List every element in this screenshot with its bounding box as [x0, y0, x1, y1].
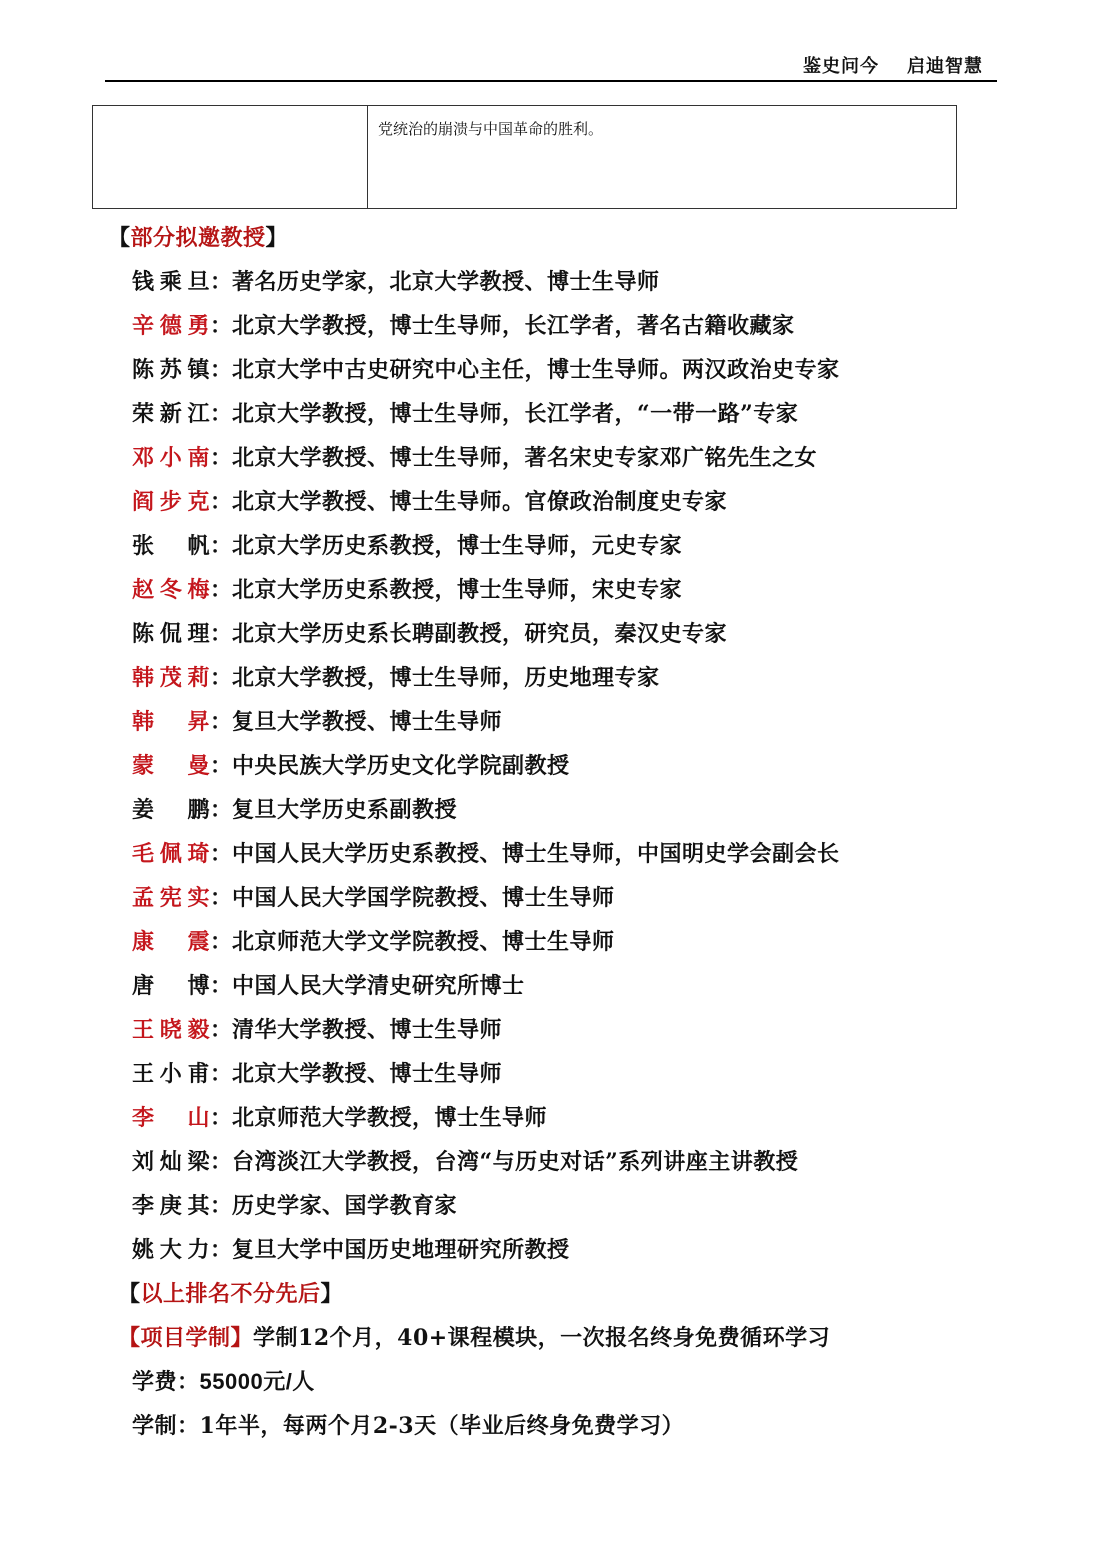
professor-row [108, 1184, 1008, 1228]
colon-separator: ： [210, 1061, 233, 1087]
professor-description: 北京大学历史系教授，博士生导师，宋史专家 [232, 577, 683, 603]
professor-row [108, 920, 1008, 964]
professor-description: 清华大学教授、博士生导师 [232, 1017, 503, 1043]
tuition-line [108, 1360, 1008, 1404]
colon-separator: ： [210, 269, 233, 295]
section-title-text: 部分拟邀教授 [130, 225, 266, 251]
professor-name: 王小甫 [132, 1061, 210, 1087]
professor-name: 赵冬梅 [132, 577, 210, 603]
professor-description: 北京大学历史系教授，博士生导师，元史专家 [232, 533, 683, 559]
professor-description: 中国人民大学清史研究所博士 [232, 973, 525, 999]
professor-row [108, 260, 1008, 304]
colon-separator: ： [210, 577, 233, 603]
professors-section-title [108, 216, 1008, 260]
professor-row [108, 700, 1008, 744]
professor-description: 著名历史学家，北京大学教授、博士生导师 [232, 269, 660, 295]
program-summary [108, 1316, 1008, 1360]
professor-description: 北京大学教授，博士生导师，长江学者，著名古籍收藏家 [232, 313, 795, 339]
professor-name: 毛佩琦 [132, 841, 210, 867]
professor-description: 历史学家、国学教育家 [232, 1193, 458, 1219]
tuition-label: 学费： [132, 1369, 200, 1395]
professor-name: 阎步克 [132, 489, 210, 515]
colon-separator: ： [210, 973, 233, 999]
professor-row [108, 1052, 1008, 1096]
professor-name: 李庚其 [132, 1193, 210, 1219]
colon-separator: ： [210, 1149, 233, 1175]
professor-description: 复旦大学历史系副教授 [232, 797, 458, 823]
professor-row [108, 1140, 1008, 1184]
professor-row [108, 788, 1008, 832]
table-cell-right: 党统治的崩溃与中国革命的胜利。 [378, 120, 604, 138]
professor-name: 张 帆 [132, 533, 210, 559]
professor-description: 中央民族大学历史文化学院副教授 [232, 753, 570, 779]
professor-description: 北京大学教授，博士生导师，历史地理专家 [232, 665, 660, 691]
professor-description: 北京大学中古史研究中心主任，博士生导师。两汉政治史专家 [232, 357, 840, 383]
professor-description: 北京师范大学教授，博士生导师 [232, 1105, 548, 1131]
colon-separator: ： [210, 885, 233, 911]
professor-row [108, 1096, 1008, 1140]
bracket-close: 】 [320, 1281, 344, 1307]
page-header [105, 50, 997, 82]
professor-name: 邓小南 [132, 445, 210, 471]
professor-row [108, 744, 1008, 788]
professor-row [108, 348, 1008, 392]
professor-row [108, 1228, 1008, 1272]
professor-row [108, 1008, 1008, 1052]
ranking-note-text: 以上排名不分先后 [140, 1281, 321, 1307]
ranking-note [108, 1272, 1008, 1316]
professor-description: 北京大学教授、博士生导师。官僚政治制度史专家 [232, 489, 728, 515]
colon-separator: ： [210, 621, 233, 647]
professor-name: 姚大力 [132, 1237, 210, 1263]
bracket-open: 【 [118, 1281, 141, 1307]
professor-name: 荣新江 [132, 401, 210, 427]
colon-separator: ： [210, 1193, 233, 1219]
colon-separator: ： [210, 401, 233, 427]
professor-name: 韩 昇 [132, 709, 210, 735]
professor-description: 中国人民大学历史系教授、博士生导师，中国明史学会副会长 [232, 841, 840, 867]
program-summary-text: 学制12个月，40+课程模块，一次报名终身免费循环学习 [253, 1325, 831, 1351]
colon-separator: ： [210, 753, 233, 779]
professor-name: 康 震 [132, 929, 210, 955]
professor-row [108, 568, 1008, 612]
motto-right: 启迪智慧 [907, 56, 983, 77]
professor-description: 北京师范大学文学院教授、博士生导师 [232, 929, 615, 955]
professor-description: 北京大学教授、博士生导师 [232, 1061, 503, 1087]
professor-name: 陈侃理 [132, 621, 210, 647]
professor-list [108, 260, 1008, 1272]
colon-separator: ： [210, 489, 233, 515]
bracket-open: 【 [108, 225, 131, 251]
professor-name: 韩茂莉 [132, 665, 210, 691]
schedule-value: 1年半，每两个月2-3天（毕业后终身免费学习） [199, 1413, 685, 1439]
colon-separator: ： [210, 797, 233, 823]
professor-row [108, 524, 1008, 568]
program-tag: 【项目学制】 [118, 1325, 254, 1351]
professor-row [108, 392, 1008, 436]
professor-name: 蒙 曼 [132, 753, 210, 779]
professor-description: 北京大学教授，博士生导师，长江学者，“一带一路”专家 [232, 401, 799, 427]
colon-separator: ： [210, 1017, 233, 1043]
professor-name: 唐 博 [132, 973, 210, 999]
professor-description: 北京大学历史系长聘副教授，研究员，秦汉史专家 [232, 621, 728, 647]
professor-name: 孟宪实 [132, 885, 210, 911]
header-motto [803, 52, 983, 78]
bracket-close: 】 [265, 225, 289, 251]
professor-description: 北京大学教授、博士生导师，著名宋史专家邓广铭先生之女 [232, 445, 818, 471]
schedule-label: 学制： [132, 1413, 200, 1439]
professor-description: 复旦大学教授、博士生导师 [232, 709, 503, 735]
colon-separator: ： [210, 709, 233, 735]
colon-separator: ： [210, 357, 233, 383]
professor-name: 刘灿梁 [132, 1149, 210, 1175]
professor-name: 钱乘旦 [132, 269, 210, 295]
tuition-value: 55000元/人 [199, 1369, 315, 1394]
professor-description: 复旦大学中国历史地理研究所教授 [232, 1237, 570, 1263]
professor-description: 中国人民大学国学院教授、博士生导师 [232, 885, 615, 911]
professor-row [108, 656, 1008, 700]
colon-separator: ： [210, 1237, 233, 1263]
colon-separator: ： [210, 665, 233, 691]
schedule-line [108, 1404, 1008, 1448]
professor-row [108, 304, 1008, 348]
professor-name: 陈苏镇 [132, 357, 210, 383]
professor-row [108, 832, 1008, 876]
professor-row [108, 612, 1008, 656]
colon-separator: ： [210, 533, 233, 559]
professor-name: 辛德勇 [132, 313, 210, 339]
professor-row [108, 876, 1008, 920]
professor-name: 姜 鹏 [132, 797, 210, 823]
colon-separator: ： [210, 445, 233, 471]
colon-separator: ： [210, 1105, 233, 1131]
table-fragment [92, 105, 957, 209]
motto-left: 鉴史问今 [803, 56, 879, 77]
professor-description: 台湾淡江大学教授，台湾“与历史对话”系列讲座主讲教授 [232, 1149, 799, 1175]
professor-row [108, 964, 1008, 1008]
colon-separator: ： [210, 841, 233, 867]
professor-name: 李 山 [132, 1105, 210, 1131]
document-body [108, 216, 1008, 1448]
professor-name: 王晓毅 [132, 1017, 210, 1043]
colon-separator: ： [210, 313, 233, 339]
professor-row [108, 436, 1008, 480]
professor-row [108, 480, 1008, 524]
colon-separator: ： [210, 929, 233, 955]
table-cell-left [93, 106, 368, 208]
